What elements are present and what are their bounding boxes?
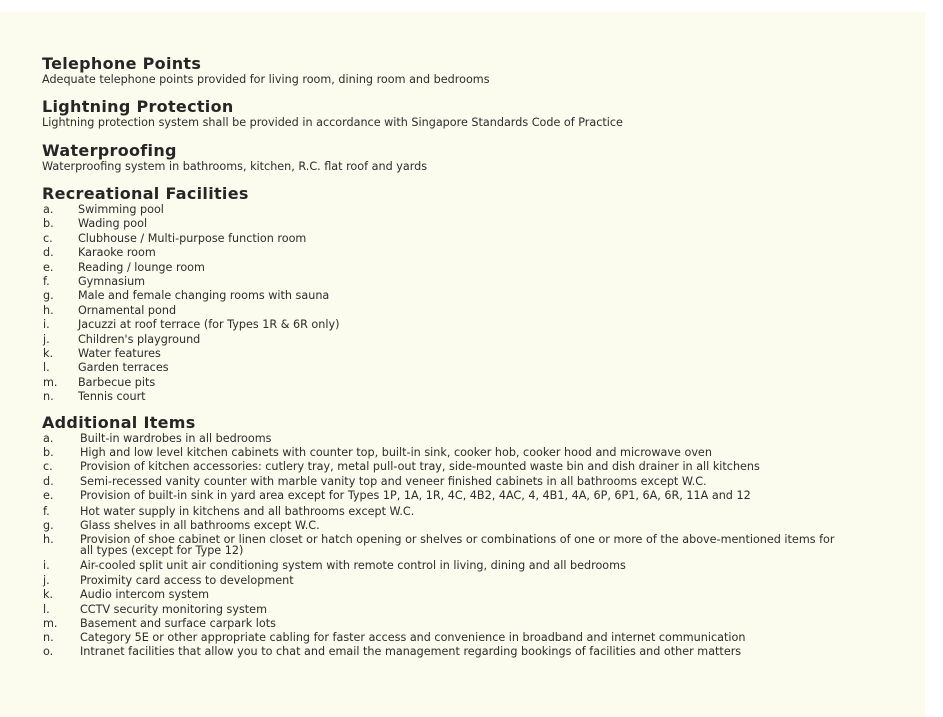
item-text: Audio intercom system: [80, 588, 210, 601]
list-item: [42, 432, 902, 447]
item-text: Ornamental pond: [78, 303, 177, 317]
list-item: [42, 304, 902, 318]
item-letter: j.: [43, 332, 50, 346]
item-text: Proximity card access to development: [80, 573, 294, 587]
item-letter: a.: [43, 203, 54, 216]
item-text: Gymnasium: [78, 275, 146, 289]
list-item: [42, 361, 902, 375]
item-letter: c.: [43, 231, 53, 245]
item-letter: d.: [43, 474, 54, 488]
item-letter: e.: [43, 489, 54, 502]
item-text: Category 5E or other appropriate cabling for faster access and convenience in broadband and internet communication: [80, 630, 746, 644]
item-letter: b.: [43, 445, 54, 459]
list-item: [42, 646, 902, 657]
item-text: Built-in wardrobes in all bedrooms: [80, 432, 272, 445]
item-letter: f.: [43, 275, 50, 289]
section-heading: Recreational Facilities: [42, 184, 249, 203]
item-letter: l.: [43, 602, 50, 616]
item-text: Provision of built-in sink in yard area except for Types 1P, 1A, 1R, 4C, 4B2, 4AC, 4, 4B1, 4A, 6P, 6P1, 6A, 6R, 11A and 12: [80, 489, 751, 502]
list-item: [42, 490, 902, 501]
item-letter: f.: [43, 504, 50, 518]
section-description: Waterproofing system in bathrooms, kitchen, R.C. flat roof and yards: [42, 160, 428, 173]
section-description: Lightning protection system shall be provided in accordance with Singapore Standards Code of Practice: [42, 116, 623, 129]
item-letter: k.: [43, 588, 54, 601]
list-item: [42, 461, 902, 472]
item-text: Reading / lounge room: [78, 260, 205, 274]
item-letter: b.: [43, 217, 54, 231]
list-item: [42, 534, 902, 556]
item-text: High and low level kitchen cabinets with counter top, built-in sink, cooker hob, cooker hood and microwave oven: [80, 445, 712, 459]
item-text: Provision of kitchen accessories: cutlery tray, metal pull-out tray, side-mounted waste bin and dish drainer in all kitchens: [80, 460, 760, 473]
section-heading: Lightning Protection: [42, 97, 234, 116]
list-item: [42, 261, 902, 275]
item-letter: j.: [43, 573, 50, 587]
list-item: [42, 390, 902, 404]
list-item: [42, 232, 902, 246]
item-letter: a.: [43, 432, 54, 445]
item-text: Semi-recessed vanity counter with marble vanity top and veneer finished cabinets in all bathrooms except W.C.: [80, 474, 707, 488]
list-item: [42, 203, 902, 217]
item-letter: m.: [43, 617, 58, 630]
list-item: [42, 333, 902, 347]
item-letter: o.: [43, 645, 54, 658]
item-letter: d.: [43, 246, 54, 260]
item-text: CCTV security monitoring system: [80, 602, 267, 616]
item-letter: n.: [43, 630, 54, 644]
telephone-points-section: [42, 54, 902, 87]
item-text: Male and female changing rooms with sauna: [78, 289, 330, 303]
item-text: Basement and surface carpark lots: [80, 617, 276, 630]
item-text: Children's playground: [78, 332, 201, 346]
item-letter: g.: [43, 519, 54, 532]
list-item: [42, 519, 902, 534]
item-text: Wading pool: [78, 217, 148, 231]
item-letter: g.: [43, 289, 54, 303]
section-heading: Additional Items: [42, 413, 196, 432]
item-letter: i.: [43, 559, 50, 572]
item-text: Water features: [78, 347, 161, 361]
recreational-facilities-section: [42, 184, 902, 405]
item-text: Karaoke room: [78, 246, 156, 260]
list-item: [42, 632, 902, 643]
item-text: Provision of shoe cabinet or linen closet or hatch opening or shelves or combinations of one or more of the above-mentioned items for all types (except for Type 12): [80, 532, 835, 557]
item-text: Hot water supply in kitchens and all bathrooms except W.C.: [80, 504, 415, 518]
list-item: [42, 603, 902, 618]
list-item: [42, 617, 902, 632]
item-letter: h.: [43, 303, 54, 317]
item-letter: l.: [43, 361, 50, 375]
additional-list: [42, 432, 902, 657]
item-letter: k.: [43, 347, 54, 361]
recreational-list: [42, 203, 902, 405]
section-description: Adequate telephone points provided for living room, dining room and bedrooms: [42, 73, 490, 86]
list-item: [42, 559, 902, 574]
list-item: [42, 476, 902, 487]
section-heading: Telephone Points: [42, 54, 202, 73]
document-page: [0, 12, 925, 717]
waterproofing-section: [42, 141, 902, 174]
item-text: Garden terraces: [78, 361, 169, 375]
item-text: Intranet facilities that allow you to chat and email the management regarding bookings of facilities and other matters: [80, 645, 742, 658]
item-letter: n.: [43, 390, 54, 404]
list-item: [42, 289, 902, 303]
list-item: [42, 376, 902, 390]
list-item: [42, 447, 902, 458]
list-item: [42, 505, 902, 520]
item-letter: e.: [43, 260, 54, 274]
additional-items-section: [42, 413, 902, 661]
list-item: [42, 588, 902, 603]
item-letter: m.: [43, 375, 58, 389]
item-text: Barbecue pits: [78, 375, 156, 389]
item-letter: i.: [43, 318, 50, 332]
list-item: [42, 347, 902, 361]
item-text: Glass shelves in all bathrooms except W.C.: [80, 519, 320, 532]
item-text: Swimming pool: [78, 203, 164, 216]
item-text: Jacuzzi at roof terrace (for Types 1R & 6R only): [78, 318, 340, 332]
list-item: [42, 318, 902, 332]
lightning-protection-section: [42, 97, 902, 130]
item-text: Tennis court: [78, 390, 146, 404]
list-item: [42, 217, 902, 231]
list-item: [42, 246, 902, 260]
section-heading: Waterproofing: [42, 141, 177, 160]
item-letter: c.: [43, 460, 53, 473]
item-letter: h.: [43, 532, 54, 546]
item-text: Air-cooled split unit air conditioning system with remote control in living, dining and all bedrooms: [80, 559, 626, 572]
list-item: [42, 574, 902, 589]
item-text: Clubhouse / Multi-purpose function room: [78, 231, 307, 245]
list-item: [42, 275, 902, 289]
